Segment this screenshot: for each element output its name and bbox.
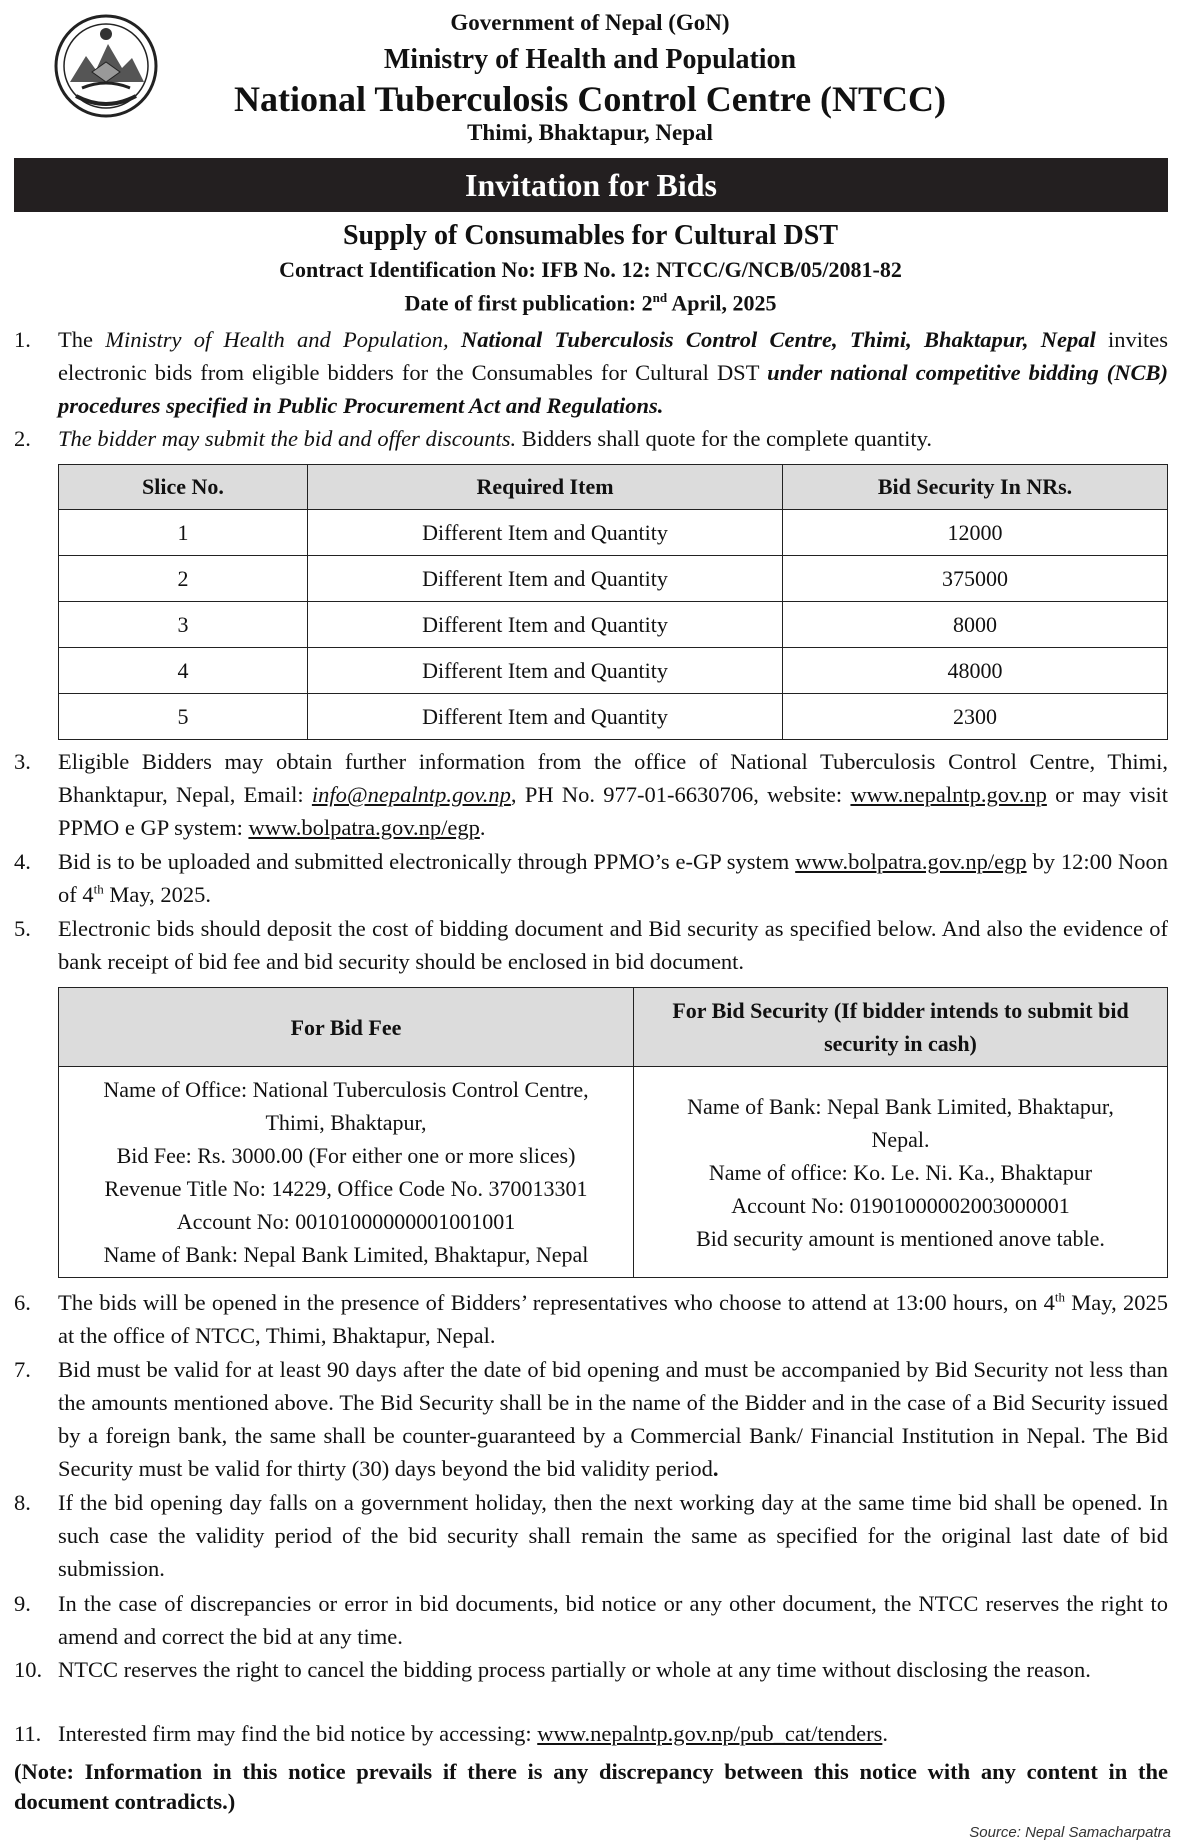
clause-11: 11. Interested firm may find the bid notice by accessing: www.nepalntp.gov.np/pub_cat/tenders. <box>14 1721 888 1746</box>
clause-6: 6. The bids will be opened in the presence of Bidders’ representatives who choose to attend at 13:00 hours, on 4th May, 2025 at the office of NTCC, Thimi, Bhaktapur, Nepal. <box>14 1289 1168 1348</box>
bid-fee-table <box>58 987 1168 1278</box>
clause-8: 8. If the bid opening day falls on a government holiday, then the next working day at the same time bid shall be opened. In such case the validity period of the bid security shall remain the same as specified for the original last date of bid submission. <box>14 1490 1168 1581</box>
header-ntcc: National Tuberculosis Control Centre (NTCC) <box>233 79 947 119</box>
bid-security-table <box>58 464 1168 740</box>
clause-10: 10. NTCC reserves the right to cancel the bidding process partially or whole at any time without disclosing the reason. <box>14 1657 1091 1682</box>
clause-9: 9. In the case of discrepancies or error in bid documents, bid notice or any other document, the NTCC reserves the right to amend and correct the bid at any time. <box>14 1591 1168 1649</box>
table-row: 4 Different Item and Quantity 48000 <box>59 648 1168 694</box>
notice-banner: Invitation for Bids <box>14 158 1168 212</box>
table-row: 3 Different Item and Quantity 8000 <box>59 602 1168 648</box>
egp-link[interactable]: www.bolpatra.gov.np/egp <box>248 815 480 840</box>
header-location: Thimi, Bhaktapur, Nepal <box>467 120 713 145</box>
table-header: For Bid Security (If bidder intends to submit bid security in cash) <box>634 988 1168 1067</box>
clause-1: 1. The Ministry of Health and Population, National Tuberculosis Control Centre, Thimi, Bhaktapur, Nepal invites electronic bids from eligible bidders for the Consumables for Cultural DST under national competitive bidding (NCB) procedures specified in Public Procurement Act and Regulations. <box>14 327 1168 418</box>
email-link[interactable]: info@nepalntp.gov.np <box>311 782 511 807</box>
table-header: Bid Security In NRs. <box>783 465 1168 510</box>
egp-link[interactable]: www.bolpatra.gov.np/egp <box>795 849 1027 874</box>
clause-4: 4. Bid is to be uploaded and submitted electronically through PPMO’s e-GP system www.bolpatra.gov.np/egp by 12:00 Noon of 4th May, 2025. <box>14 849 1168 907</box>
table-row <box>59 1067 1168 1278</box>
clause-3: 3. Eligible Bidders may obtain further information from the office of National Tuberculosis Control Centre, Thimi, Bhanktapur, Nepal, Email: info@nepalntp.gov.np, PH No. 977-01-6630706, website: www.nepalntp.gov.np or may visit PPMO e GP system: www.bolpatra.gov.np/egp. <box>14 749 1168 840</box>
bid-security-details: Name of Bank: Nepal Bank Limited, Bhaktapur, Nepal. Name of office: Ko. Le. Ni. Ka., Bhaktapur Account No: 01901000002003000001 Bid security amount is mentioned anove table. <box>634 1067 1168 1278</box>
source-credit: Source: Nepal Samacharpatra <box>969 1824 1171 1841</box>
bid-fee-details: Name of Office: National Tuberculosis Control Centre, Thimi, Bhaktapur, Bid Fee: Rs. 3000.00 (For either one or more slices) Revenue Title No: 14229, Office Code No. 370013301 Account No: 00101000000001001001 Name of Bank: Nepal Bank Limited, Bhaktapur, Nepal <box>59 1067 634 1278</box>
clause-2: 2. The bidder may submit the bid and offer discounts. Bidders shall quote for the complete quantity. <box>14 426 933 451</box>
header-government: Government of Nepal (GoN) <box>450 10 730 35</box>
contract-id: Contract Identification No: IFB No. 12: NTCC/G/NCB/05/2081-82 <box>279 257 902 282</box>
table-row: 5 Different Item and Quantity 2300 <box>59 694 1168 740</box>
notice-subject: Supply of Consumables for Cultural DST <box>342 220 839 251</box>
tenders-link[interactable]: www.nepalntp.gov.np/pub_cat/tenders <box>537 1721 883 1746</box>
notice-header <box>0 0 1181 160</box>
nepal-emblem-icon <box>52 12 160 120</box>
notice-note: (Note: Information in this notice prevails if there is any discrepancy between this notice with any content in the document contradicts.) <box>14 1759 1168 1814</box>
publication-date: Date of first publication: 2nd April, 2025 <box>404 290 777 316</box>
header-ministry: Ministry of Health and Population <box>383 44 797 75</box>
website-link[interactable]: www.nepalntp.gov.np <box>850 782 1047 807</box>
clause-5: 5. Electronic bids should deposit the cost of bidding document and Bid security as specified below. And also the evidence of bank receipt of bid fee and bid security should be enclosed in bid document. <box>14 916 1168 974</box>
clause-7: 7. Bid must be valid for at least 90 days after the date of bid opening and must be accompanied by Bid Security not less than the amounts mentioned above. The Bid Security shall be in the name of the Bidder and in the case of a Bid Security issued by a foreign bank, the same shall be counter-guaranteed by a Commercial Bank/ Financial Institution in Nepal. The Bid Security must be valid for thirty (30) days beyond the bid validity period. <box>14 1357 1168 1481</box>
table-header: Slice No. <box>59 465 308 510</box>
table-row: 1 Different Item and Quantity 12000 <box>59 510 1168 556</box>
table-header: Required Item <box>308 465 783 510</box>
table-row: 2 Different Item and Quantity 375000 <box>59 556 1168 602</box>
table-header: For Bid Fee <box>59 988 634 1067</box>
